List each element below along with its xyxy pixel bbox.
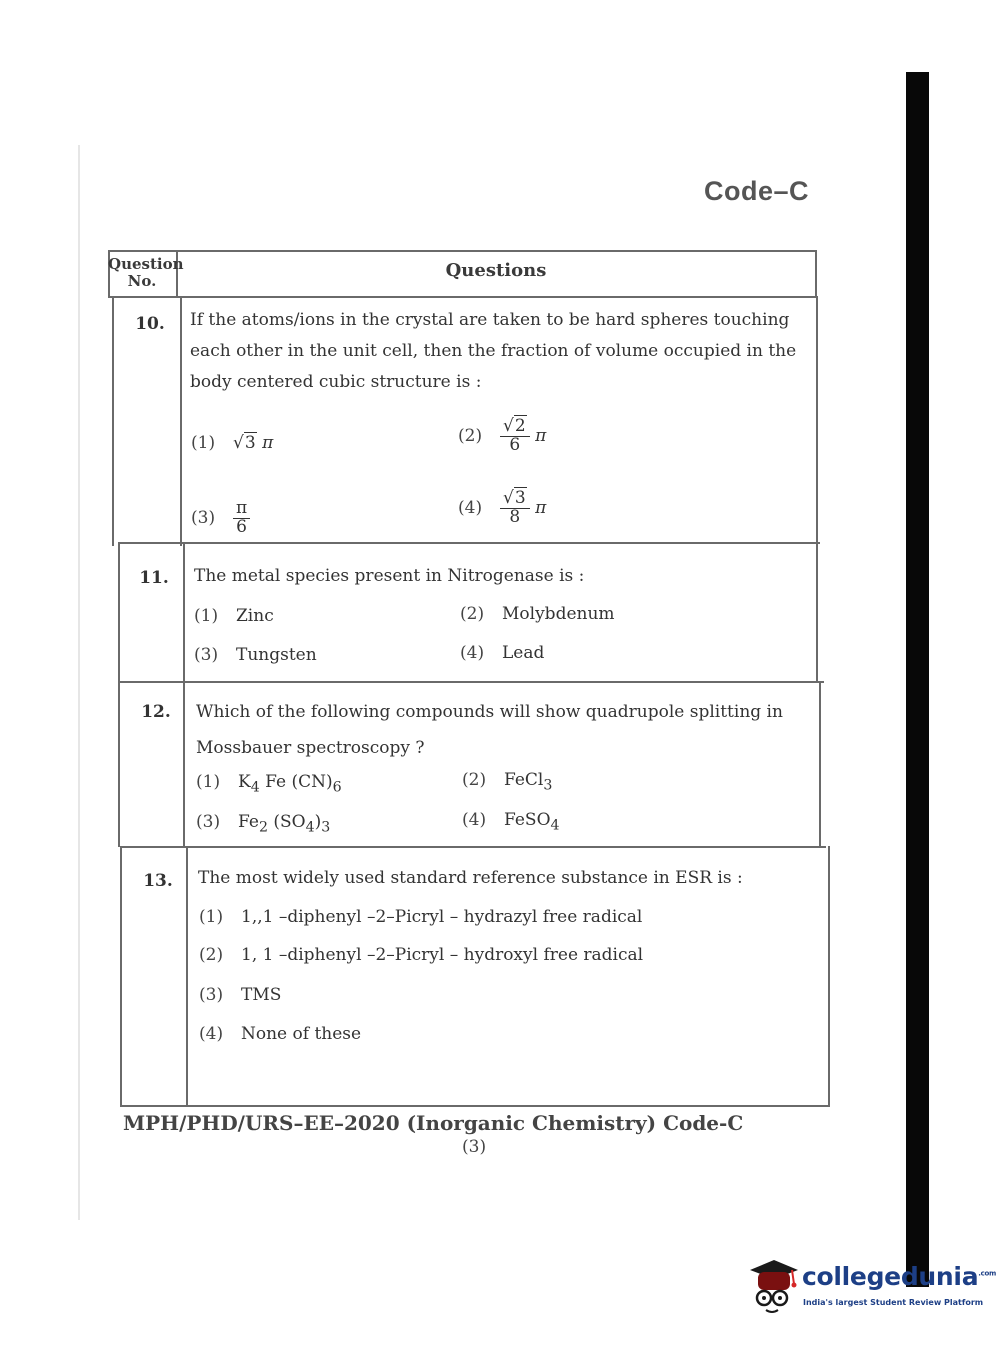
option-label: (4): [199, 1024, 224, 1044]
option-label: (4): [458, 497, 483, 518]
formula-part: ): [314, 812, 322, 832]
q10-option-1: (1) √3 π: [191, 433, 274, 453]
logo-domain: .com: [978, 1269, 996, 1278]
row-divider-10-11: [118, 542, 820, 544]
question-text-11: The metal species present in Nitrogenase is :: [194, 566, 585, 586]
formula-subscript: 4: [550, 817, 560, 834]
option-text: TMS: [241, 985, 282, 1005]
scan-border-bar: [906, 72, 929, 1287]
question-number-10: 10.: [135, 314, 165, 334]
collegedunia-logo[interactable]: [742, 1252, 996, 1316]
formula-part: FeSO: [504, 810, 551, 830]
student-mascot-icon: [742, 1252, 802, 1316]
denominator: 8: [509, 506, 521, 527]
option-text: Lead: [502, 643, 545, 663]
q12-option-2: [462, 770, 552, 793]
question-text-13: The most widely used standard reference substance in ESR is :: [198, 868, 743, 888]
q11-option-4: [460, 643, 544, 663]
option-label: (1): [191, 433, 216, 453]
header-divider: [108, 296, 816, 298]
formula-part: Fe (CN): [259, 772, 333, 792]
option-label: (1): [199, 907, 224, 927]
radicand: 2: [514, 416, 526, 436]
q12-option-1: [196, 772, 342, 795]
q11-option-1: [194, 606, 274, 626]
q12-option-4: [462, 810, 560, 833]
pi-symbol: π: [262, 433, 274, 453]
page-number: (3): [462, 1137, 487, 1157]
question-number-13: 13.: [143, 871, 173, 891]
formula-part: K: [238, 772, 251, 792]
q13-option-2: [199, 945, 643, 965]
q12-option-3: [196, 812, 330, 835]
radicand: 3: [514, 488, 526, 508]
option-text: Tungsten: [236, 645, 317, 665]
logo-name: collegedunia: [802, 1262, 979, 1291]
pi-symbol: π: [535, 425, 547, 446]
formula-part: Fe: [238, 812, 259, 832]
q10-option-3: [191, 500, 250, 537]
q11-option-2: [460, 604, 615, 624]
table-top-border: [108, 250, 816, 252]
row-divider-11-12: [118, 681, 824, 683]
question-text-12: Which of the following compounds will show quadrupole splitting in Mossbauer spectroscopy ?: [196, 702, 783, 758]
option-label: (3): [199, 985, 224, 1005]
denominator: 6: [236, 516, 247, 537]
denominator: 6: [509, 434, 521, 455]
question-number-12: 12.: [141, 702, 171, 722]
q13-option-4: [199, 1024, 361, 1044]
option-label: (4): [462, 810, 487, 830]
option-label: (2): [460, 604, 485, 624]
option-text: None of these: [241, 1024, 362, 1044]
row-divider-12-13: [120, 846, 826, 848]
footer-paper-code: MPH/PHD/URS–EE–2020 (Inorganic Chemistry) Code-C: [123, 1111, 744, 1135]
page-scan-edge: [78, 145, 80, 1220]
formula-subscript: 4: [250, 779, 260, 796]
logo-wordmark: [802, 1262, 996, 1291]
right-border-row-12: [819, 681, 821, 847]
q13-option-1: [199, 907, 642, 927]
option-label: (2): [458, 425, 483, 446]
option-label: (3): [191, 507, 216, 528]
logo-tagline: India's largest Student Review Platform: [803, 1298, 984, 1307]
formula-subscript: 3: [321, 819, 331, 836]
formula-part: (SO: [267, 812, 306, 832]
formula-subscript: 2: [258, 819, 268, 836]
option-label: (3): [194, 645, 219, 665]
option-text: 1, 1 –diphenyl –2–Picryl – hydroxyl free radical: [241, 945, 644, 965]
option-label: (3): [196, 812, 221, 832]
option-text: Zinc: [236, 606, 274, 626]
option-label: (2): [462, 770, 487, 790]
formula-subscript: 6: [332, 779, 342, 796]
left-border-row-13: [120, 846, 122, 1106]
pi-symbol: π: [535, 497, 547, 518]
q10-option-4: (4) $\frac{√3}{8}$ π: [458, 488, 547, 527]
option-label: (1): [194, 606, 219, 626]
formula-subscript: 4: [305, 819, 315, 836]
option-text: Molybdenum: [502, 604, 615, 624]
col-divider-row-10: [180, 296, 182, 546]
numerator: π: [233, 500, 250, 519]
option-label: (4): [460, 643, 485, 663]
radicand: 3: [244, 433, 256, 453]
formula-part: FeCl: [504, 770, 544, 790]
question-text-10: If the atoms/ions in the crystal are taken to be hard spheres touching each other in the unit cell, then the fraction of volume occupied in the body centered cubic structure is :: [190, 310, 797, 392]
formula-subscript: 3: [543, 777, 553, 794]
q13-option-3: [199, 985, 281, 1005]
question-number-11: 11.: [139, 568, 169, 588]
option-text: 1,,1 –diphenyl –2–Picryl – hydrazyl free radical: [241, 907, 643, 927]
table-bottom-border: [120, 1105, 830, 1107]
q11-option-3: [194, 645, 317, 665]
right-border-row-13: [828, 846, 830, 1106]
question-no-column-header: Question No.: [108, 255, 184, 290]
right-border-rows-10-11: [816, 296, 818, 682]
option-label: (1): [196, 772, 221, 792]
left-border-rows-11-12: [118, 542, 120, 847]
left-border-row-10: [112, 296, 114, 546]
option-label: (2): [199, 945, 224, 965]
q10-option-2: (2) $\frac{√2}{6}$ π: [458, 416, 547, 455]
paper-code-header: Code–C: [704, 176, 810, 206]
questions-column-header: Questions: [445, 260, 547, 281]
questions-table: [108, 250, 830, 1107]
